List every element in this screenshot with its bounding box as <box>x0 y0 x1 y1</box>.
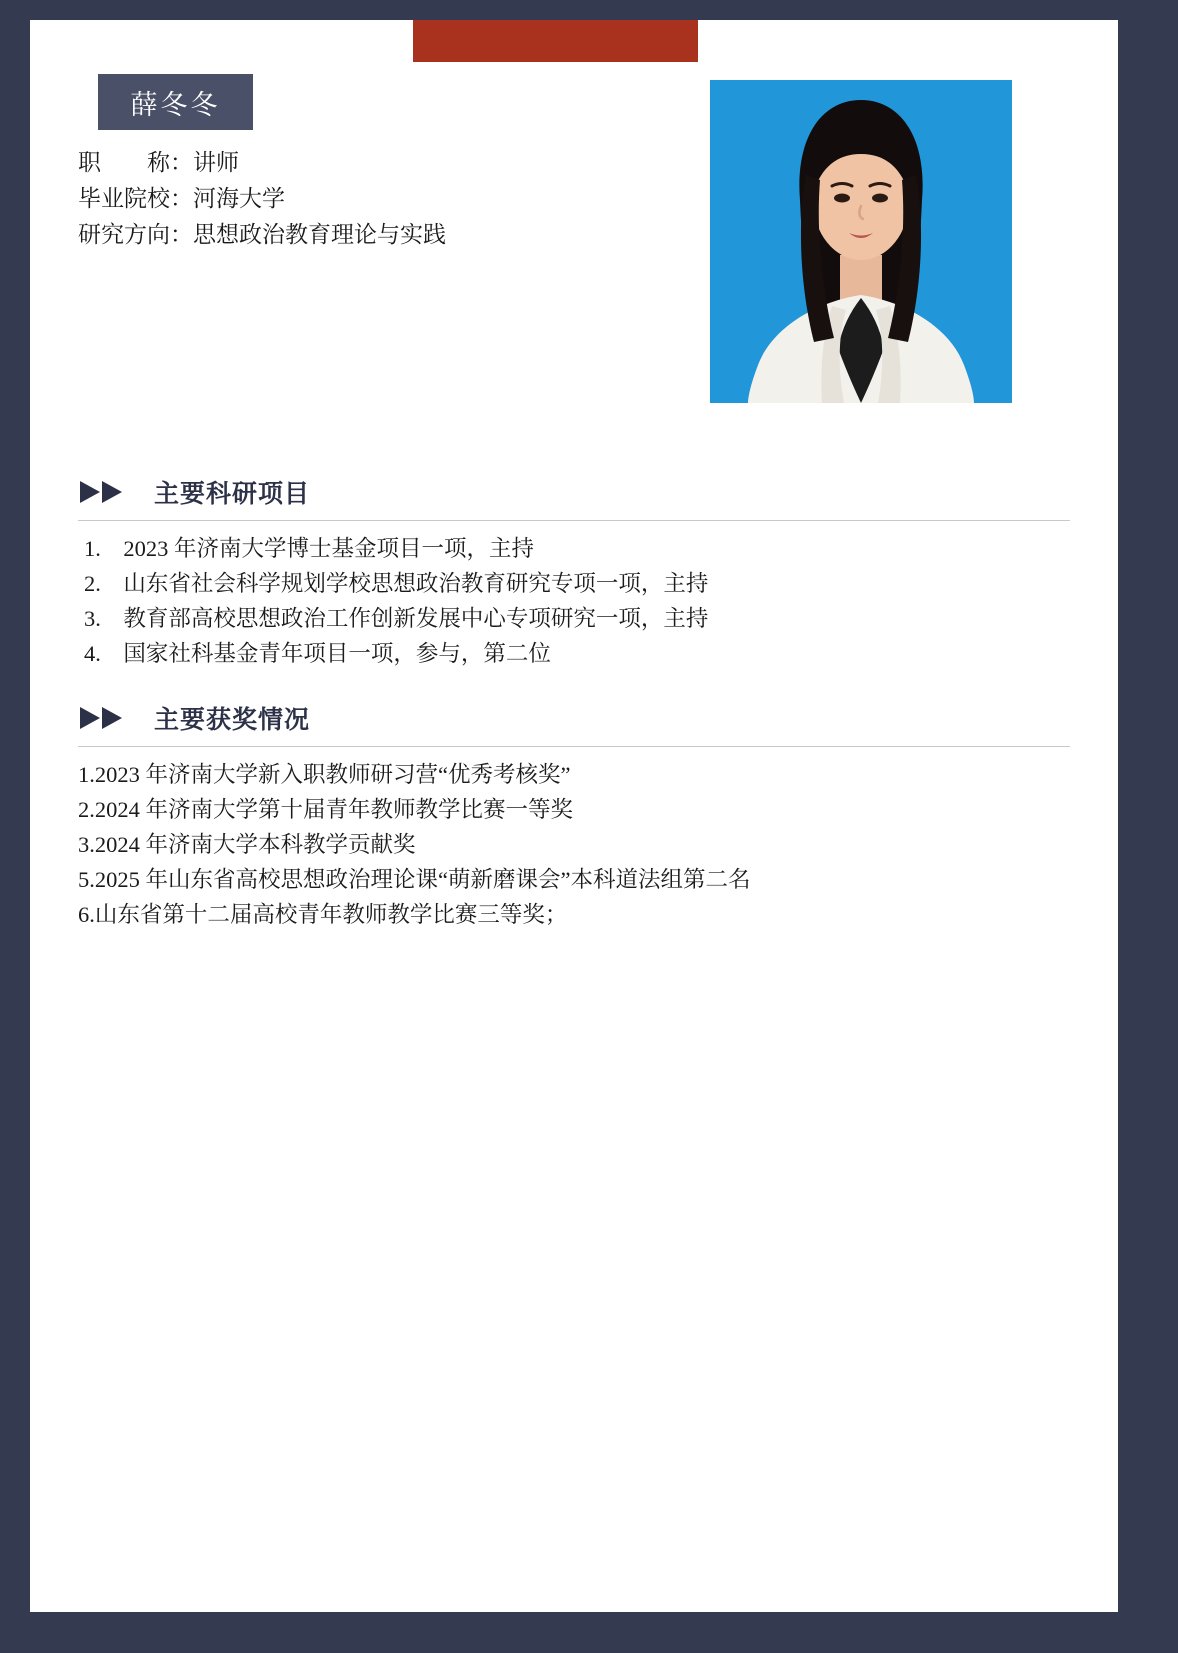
page-content <box>30 20 1118 1612</box>
section-projects <box>78 470 1070 671</box>
section-divider <box>78 520 1070 521</box>
profile-school-line: 毕业院校：河海大学 <box>78 186 285 211</box>
list-item: 6.山东省第十二届高校青年教师教学比赛三等奖； <box>78 902 568 927</box>
project-list <box>78 531 1070 671</box>
list-item: 4. 国家社科基金青年项目一项，参与，第二位 <box>84 641 551 666</box>
list-item: 1.2023 年济南大学新入职教师研习营“优秀考核奖” <box>78 762 571 787</box>
name-badge <box>98 74 253 130</box>
section-awards <box>78 696 1070 932</box>
section-title: 主要科研项目 <box>154 481 311 508</box>
section-header <box>78 470 1070 514</box>
document-page <box>30 20 1118 1612</box>
section-divider <box>78 746 1070 747</box>
double-arrow-icon <box>78 479 132 505</box>
list-item: 2.2024 年济南大学第十届青年教师教学比赛一等奖 <box>78 797 574 822</box>
profile-title-line: 职 称：讲师 <box>78 150 239 175</box>
section-title: 主要获奖情况 <box>154 707 311 734</box>
list-item: 2. 山东省社会科学规划学校思想政治教育研究专项一项，主持 <box>84 571 709 596</box>
list-item: 5.2025 年山东省高校思想政治理论课“萌新磨课会”本科道法组第二名 <box>78 867 751 892</box>
double-arrow-icon <box>78 705 132 731</box>
list-item: 1. 2023 年济南大学博士基金项目一项，主持 <box>84 536 535 561</box>
portrait-illustration <box>710 80 1012 403</box>
profile-research-line: 研究方向：思想政治教育理论与实践 <box>78 222 446 247</box>
page-title: 薛冬冬 <box>130 89 221 120</box>
list-item: 3.2024 年济南大学本科教学贡献奖 <box>78 832 416 857</box>
avatar <box>710 80 1012 403</box>
section-header <box>78 696 1070 740</box>
profile-info <box>78 145 678 253</box>
award-list <box>78 757 1070 932</box>
list-item: 3. 教育部高校思想政治工作创新发展中心专项研究一项，主持 <box>84 606 709 631</box>
